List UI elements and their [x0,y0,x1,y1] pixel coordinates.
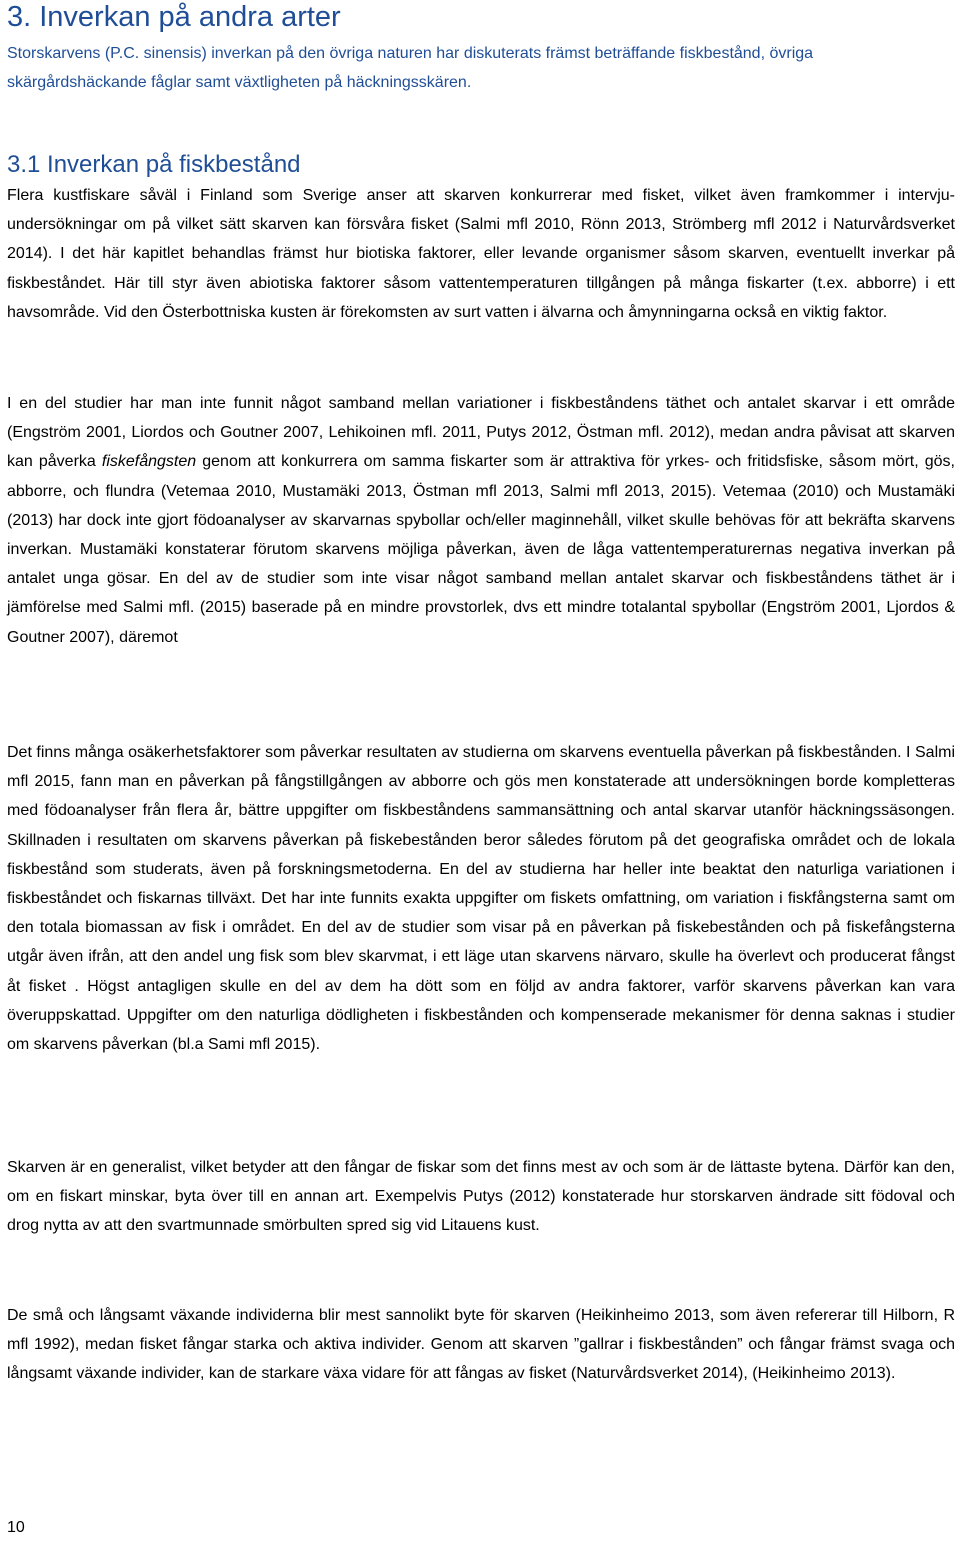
subsection-heading: 3.1 Inverkan på fiskbestånd [7,151,301,178]
section-heading: 3. Inverkan på andra arter [7,1,341,33]
body-paragraph-1: Flera kustfiskare såväl i Finland som Sverige anser att skarven konkurrerar med fisket, vilket även framkommer i intervju-undersökningar om på vilket sätt skarven kan försvåra fisket (Salmi mfl 2010, Rönn 2013, Strömberg mfl 2012 i Naturvårdsverket 2014). I det här kapitlet behandlas främst hur biotiska faktorer, eller levande organismer såsom skarven, eventuellt inverkar på fiskbeståndet. Här till styr även abiotiska faktorer såsom vattentemperaturen tillgången på många fiskarter (t.ex. abborre) i ett havsområde. Vid den Österbottniska kusten är förekomsten av surt vatten i älvarna och åmynningarna också en viktig faktor. [7,187,955,321]
page-number: 10 [7,1519,25,1536]
section-intro: Storskarvens (P.C. sinensis) inverkan på den övriga naturen har diskuterats främst beträffande fiskbestånd, övriga skärgårdshäckande fåglar samt växtligheten på häckningsskären. [7,45,814,91]
body-paragraph-3: Det finns många osäkerhetsfaktorer som påverkar resultaten av studierna om skarvens eventuella påverkan på fiskbestånden. I Salmi mfl 2015, fann man en påverkan på fångstillgången av abborre och gös men konstaterade att undersökningen borde kompletteras med födoanalyser från flera år, bättre uppgifter om fiskbeståndens sammansättning och antal skarvar utanför häckningssäsongen. Skillnaden i resultaten om skarvens påverkan på fiskebestånden beror således förutom på det geografiska området och de lokala fiskbestånd som studerats, även på forskningsmetoderna. En del av studierna har heller inte beaktat den naturliga variationen i fiskbeståndet och fiskarnas tillväxt. Det har inte funnits exakta uppgifter om fiskets omfattning, om variation i fiskfångsterna samt om den totala biomassan av fisk i området. En del av de studier som visar på en påverkan på fiskebestånden och på fiskefångsterna utgår även ifrån, att den andel ung fisk som blev skarvmat, i ett läge utan skarvens närvaro, skulle ha överlevt och producerat fångst åt fisket . Högst antagligen skulle en del av dem ha dött som en följd av andra faktorer, varför skarvens påverkan kan vara överuppskattad. Uppgifter om den naturliga dödligheten i fiskbestånden och kompenserade mekanismer för denna saknas i studier om skarvens påverkan (bl.a Sami mfl 2015). [7,744,955,1054]
body-paragraph-5: De små och långsamt växande individerna blir mest sannolikt byte för skarven (Heikinheimo 2013, som även refererar till Hilborn, R mfl 1992), medan fisket fångar starka och aktiva individer. Genom att skarven ”gallrar i fiskbestånden” och fångar främst svaga och långsamt växande individer, kan de starkare växa vidare för att fångas av fisket (Naturvårdsverket 2014), (Heikinheimo 2013). [7,1307,955,1383]
body-paragraph-4: Skarven är en generalist, vilket betyder att den fångar de fiskar som det finns mest av och som är de lättaste bytena. Därför kan den, om en fiskart minskar, byta över till en annan art. Exempelvis Putys (2012) konstaterade hur storskarven ändrade sitt födoval och drog nytta av att den svartmunnade smörbulten spred sig vid Litauens kust. [7,1159,955,1235]
paragraph-2-text-after: genom att konkurrera om samma fiskarter som är attraktiva för yrkes- och fritidsfiske, såsom mört, gös, abborre, och flundra (Vetemaa 2010, Mustamäki 2013, Östman mfl 2013, Salmi mfl 2013, 2015). Vetemaa (2010) och Mustamäki (2013) har dock inte gjort födoanalyser av skarvarnas spybollar och/eller maginnehåll, vilket skulle behövas för att bekräfta skarvens inverkan. Mustamäki konstaterar förutom skarvens möjliga påverkan, även de låga vattentemperaturernas negativa inverkan på antalet unga gösar. En del av de studier som inte visar något samband mellan antalet skarvar och fiskbeståndens täthet är i jämförelse med Salmi mfl. (2015) baserade på en mindre provstorlek, dvs ett mindre totalantal spybollar (Engström 2001, Ljordos & Goutner 2007), däremot [7,453,956,646]
body-paragraph-2 [7,389,955,652]
paragraph-2-emphasis: fiskefångsten [101,453,197,471]
paragraph-2-text-before: I en del studier har man inte funnit något samband mellan variationer i fiskbeståndens täthet och antalet skarvar i ett område (Engström 2001, Liordos och Goutner 2007, Lehikoinen mfl. 2011, Putys 2012, Östman mfl. 2012), medan andra påvisat att skarven kan påverka [7,395,955,471]
